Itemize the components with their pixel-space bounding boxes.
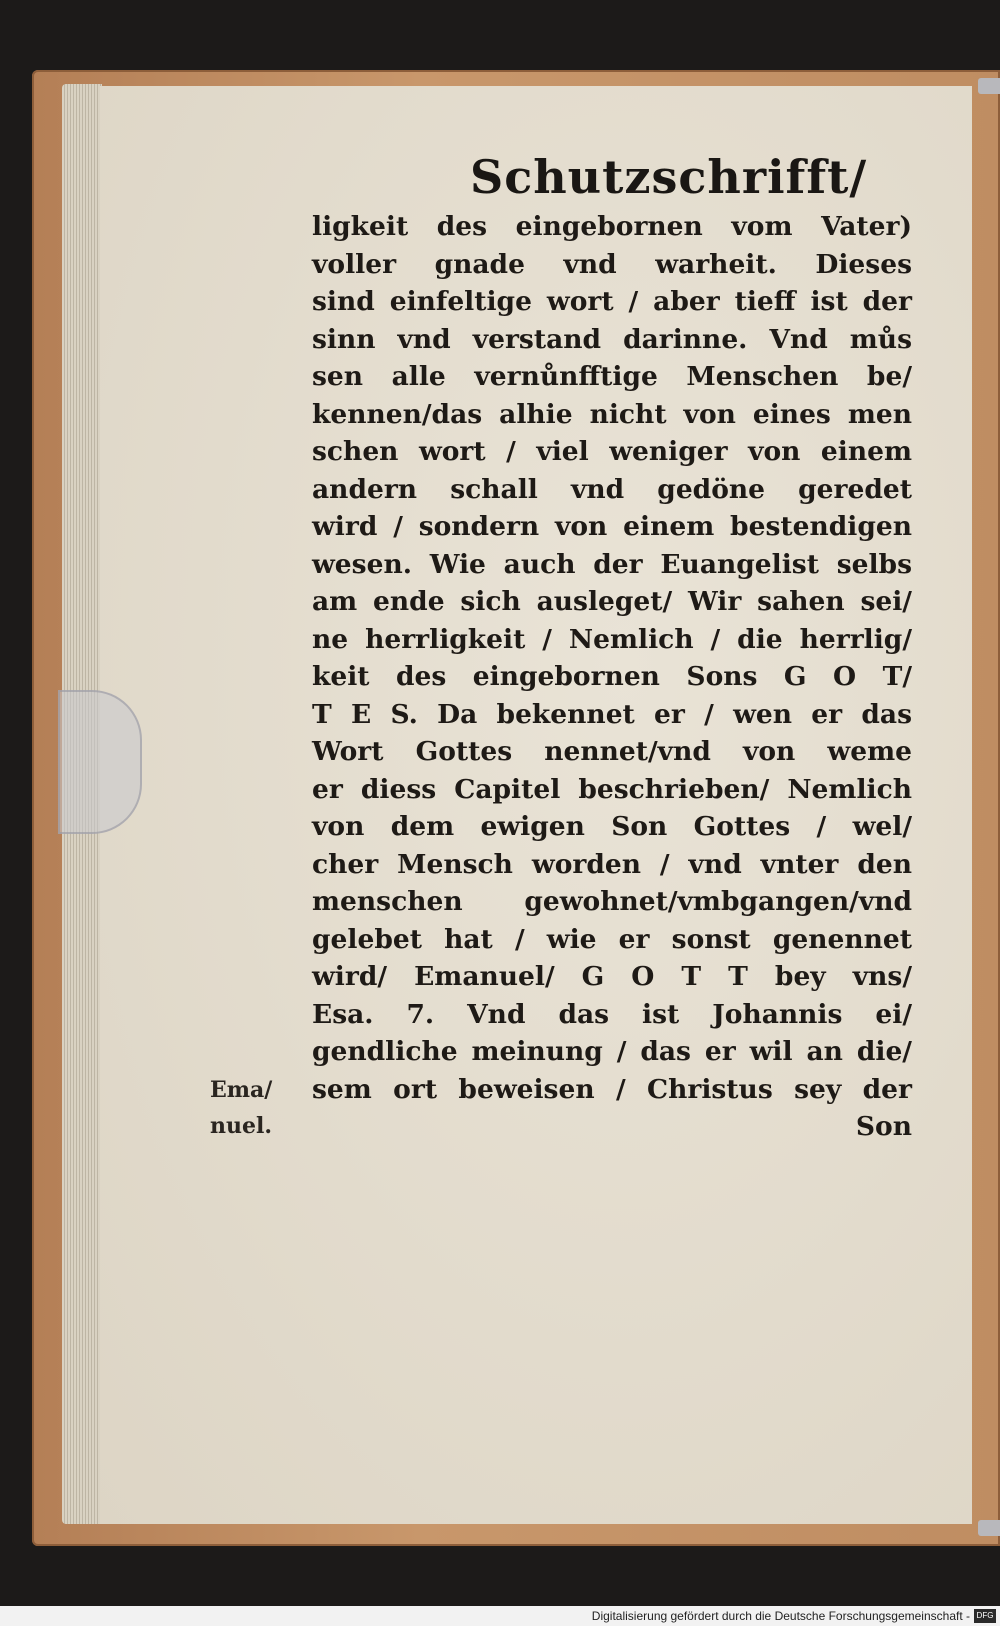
body-text — [312, 208, 912, 1146]
marginal-note — [210, 1072, 302, 1144]
running-head: Schutzschrifft/ — [470, 150, 868, 204]
text-line: Wort Gottes nennet/vnd von weme — [312, 736, 912, 767]
text-line: kennen/das alhie nicht von eines men — [312, 398, 912, 430]
marginal-note-line: Ema/ — [210, 1077, 273, 1103]
clasp-top — [978, 78, 1000, 94]
text-line: ne herrligkeit / Nemlich / die herrlig/ — [312, 623, 912, 655]
text-line: von dem ewigen Son Gottes / wel/ — [312, 811, 912, 842]
text-line: T E S. Da bekennet er / wen er das — [312, 698, 912, 730]
text-line: sind einfeltige wort / aber tieff ist der — [312, 286, 912, 317]
footer-bar — [0, 1606, 1000, 1626]
text-line: voller gnade vnd warheit. Dieses — [312, 248, 912, 280]
text-line: sem ort beweisen / Christus sey der — [312, 1073, 912, 1105]
text-line: cher Mensch worden / vnd vnter den — [312, 848, 912, 880]
page-clip — [58, 690, 142, 834]
text-line: sinn vnd verstand darinne. Vnd můs — [312, 323, 912, 355]
text-line: am ende sich ausleget/ Wir sahen sei/ — [312, 586, 912, 617]
text-line: gelebet hat / wie er sonst genennet — [312, 923, 912, 955]
text-line: menschen gewohnet/vmbgangen/vnd — [312, 886, 912, 917]
marginal-note-line: nuel. — [210, 1113, 273, 1139]
text-line: wird/ Emanuel/ G O T T bey vns/ — [312, 961, 912, 992]
catchword: Son — [855, 1111, 912, 1142]
text-line: schen wort / viel weniger von einem — [312, 436, 912, 467]
clasp-bottom — [978, 1520, 1000, 1536]
text-line: er diess Capitel beschrieben/ Nemlich — [312, 773, 912, 805]
text-line: gendliche meinung / das er wil an die/ — [312, 1036, 912, 1067]
text-line: wesen. Wie auch der Euangelist selbs — [312, 548, 912, 580]
text-line: wird / sondern von einem bestendigen — [312, 511, 912, 542]
funding-credit: Digitalisierung gefördert durch die Deutsche Forschungsgemeinschaft - — [591, 1609, 970, 1623]
text-line: ligkeit des eingebornen vom Vater) — [312, 211, 912, 242]
dfg-logo: DFG — [974, 1609, 996, 1623]
text-line: Esa. 7. Vnd das ist Johannis ei/ — [312, 998, 912, 1030]
text-line: sen alle vernůnfftige Menschen be/ — [312, 361, 912, 392]
text-line: andern schall vnd gedöne geredet — [312, 473, 912, 505]
text-line: keit des eingebornen Sons G O T/ — [312, 661, 912, 692]
